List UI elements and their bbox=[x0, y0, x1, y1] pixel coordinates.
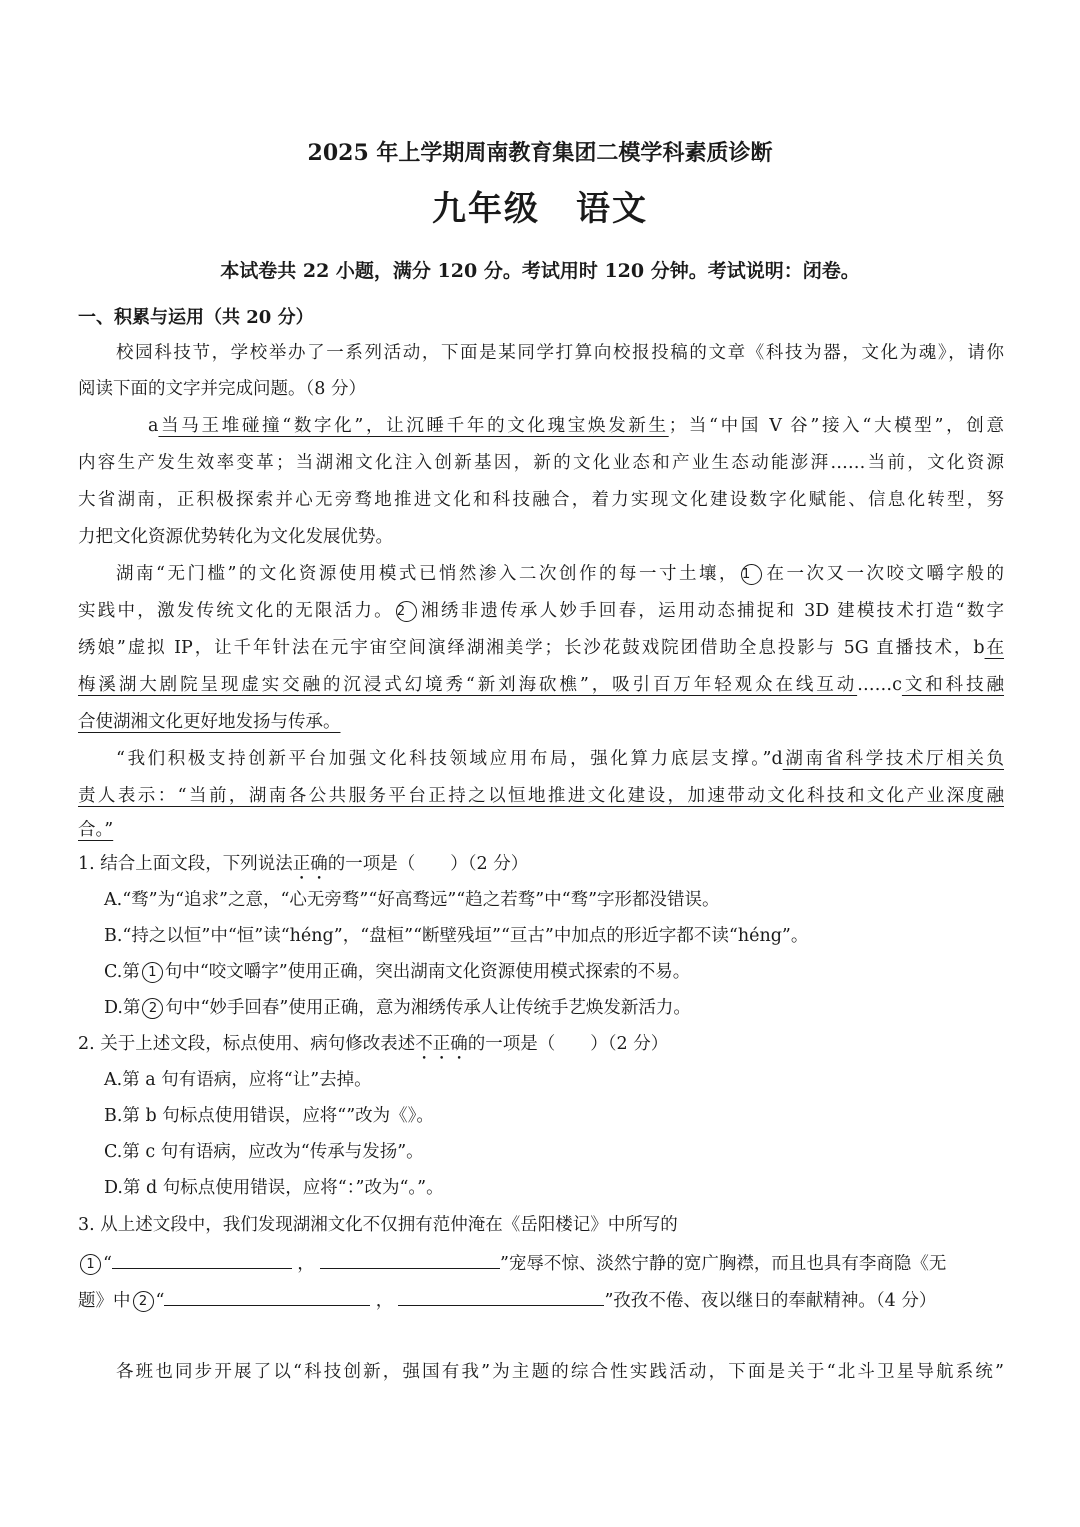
answer-blank-2[interactable] bbox=[320, 1250, 500, 1269]
question-2-stem: 2. 关于上述文段，标点使用、病句修改表述不正确的一项是（ ）（2 分） bbox=[78, 1034, 669, 1054]
passage-p1-line-3: 大省湖南，正积极探索并心无旁骛地推进文化和科技融合，着力实现文化建设数字化赋能、信息化转型，努 bbox=[78, 490, 1004, 510]
intro-line-1: 校园科技节，学校举办了一系列活动，下面是某同学打算向校报投稿的文章《科技为器，文化为魂》，请你 bbox=[116, 343, 1004, 363]
exam-instructions: 本试卷共 22 小题，满分 120 分。考试用时 120 分钟。考试说明：闭卷。 bbox=[220, 260, 860, 282]
question-1-option-d: D.第 2 句中“妙手回春”使用正确，意为湘绣传承人让传统手艺焕发新活力。 bbox=[104, 998, 691, 1018]
intro-line-2: 阅读下面的文字并完成问题。（8 分） bbox=[78, 379, 366, 399]
question-1-option-b: B.“持之以恒”中“恒”读“héng”，“盘桓”“断壁残垣”“亘古”中加点的形近字都不读“héng”。 bbox=[104, 926, 809, 946]
question-2-option-c: C.第 c 句有语病，应改为“传承与发扬”。 bbox=[104, 1142, 424, 1162]
passage-p2-line-1: 湖南“无门槛”的文化资源使用模式已悄然渗入二次创作的每一寸土壤， 1 在一次又一次咬文嚼字般的 bbox=[116, 564, 1004, 584]
question-2-option-b: B.第 b 句标点使用错误，应将“”改为《》。 bbox=[104, 1106, 434, 1126]
passage-p2-line-5: 合使湖湘文化更好地发扬与传承。 bbox=[78, 712, 341, 732]
circled-number-1: 1 bbox=[142, 962, 163, 983]
question-1-stem: 1. 结合上面文段，下列说法正确的一项是（ ）（2 分） bbox=[78, 854, 529, 874]
circled-number-2: 2 bbox=[133, 1291, 154, 1312]
question-3-line-2: 1 “ ， ”宠辱不惊、淡然宁静的宽广胸襟，而且也具有李商隐《无 bbox=[78, 1250, 946, 1276]
answer-blank-4[interactable] bbox=[398, 1287, 604, 1306]
passage-p3-line-3: 合。” bbox=[78, 820, 114, 840]
exam-title: 2025 年上学期周南教育集团二模学科素质诊断 bbox=[307, 140, 773, 166]
question-3-stem: 3. 从上述文段中，我们发现湖湘文化不仅拥有范仲淹在《岳阳楼记》中所写的 bbox=[78, 1215, 678, 1235]
grade-subject-heading bbox=[0, 188, 1080, 230]
section-title: 一、积累与运用（共 20 分） bbox=[78, 307, 314, 328]
question-1-option-a: A.“骛”为“追求”之意，“心无旁骛”“好高骛远”“趋之若骛”中“骛”字形都没错误。 bbox=[104, 890, 720, 910]
passage-p1-line-2: 内容生产发生效率变革；当湖湘文化注入创新基因，新的文化业态和产业生态动能澎湃……当前，文化资源 bbox=[78, 453, 1004, 473]
passage-p1-line-4: 力把文化资源优势转化为文化发展优势。 bbox=[78, 527, 393, 547]
circled-number-2: 2 bbox=[396, 601, 417, 622]
subject-label: 语文 bbox=[576, 189, 648, 229]
passage-p2-line-3: 绣娘”虚拟 IP，让千年针法在元宇宙空间演绎湖湘美学；长沙花鼓戏院团借助全息投影与 5G 直播技术，b在 bbox=[78, 638, 1004, 658]
passage-p3-line-2: 责人表示：“当前，湖南各公共服务平台正持之以恒地推进文化建设，加速带动文化科技和文化产业深度融 bbox=[78, 786, 1004, 806]
passage-p2-line-2: 实践中，激发传统文化的无限活力。 2 湘绣非遗传承人妙手回春，运用动态捕捉和 3D 建模技术打造“数字 bbox=[78, 601, 1004, 621]
answer-blank-1[interactable] bbox=[112, 1250, 292, 1269]
grade-label: 九年级 bbox=[432, 189, 540, 229]
answer-blank-3[interactable] bbox=[164, 1287, 370, 1306]
next-paragraph-line: 各班也同步开展了以“科技创新，强国有我”为主题的综合性实践活动，下面是关于“北斗卫星导航系统” bbox=[116, 1362, 1004, 1382]
circled-number-1: 1 bbox=[741, 564, 762, 585]
passage-p3-line-1: “我们积极支持创新平台加强文化科技领域应用布局，强化算力底层支撑。”d湖南省科学技术厅相关负 bbox=[116, 749, 1005, 769]
question-2-option-d: D.第 d 句标点使用错误，应将“：”改为“。”。 bbox=[104, 1178, 444, 1198]
question-1-option-c: C.第 1 句中“咬文嚼字”使用正确，突出湖南文化资源使用模式探索的不易。 bbox=[104, 962, 691, 982]
circled-number-1: 1 bbox=[80, 1254, 101, 1275]
question-2-option-a: A.第 a 句有语病，应将“让”去掉。 bbox=[104, 1070, 372, 1090]
passage-p2-line-4: 梅溪湖大剧院呈现虚实交融的沉浸式幻境秀“新刘海砍樵”，吸引百万年轻观众在线互动……c文和科技融 bbox=[78, 675, 1005, 695]
passage-p1-line-1: a当马王堆碰撞“数字化”，让沉睡千年的文化瑰宝焕发新生；当“中国 V 谷”接入“大模型”，创意 bbox=[148, 416, 1004, 436]
question-3-line-3: 题》中 2 “ ， ”孜孜不倦、夜以继日的奉献精神。（4 分） bbox=[78, 1287, 936, 1313]
circled-number-2: 2 bbox=[142, 998, 163, 1019]
